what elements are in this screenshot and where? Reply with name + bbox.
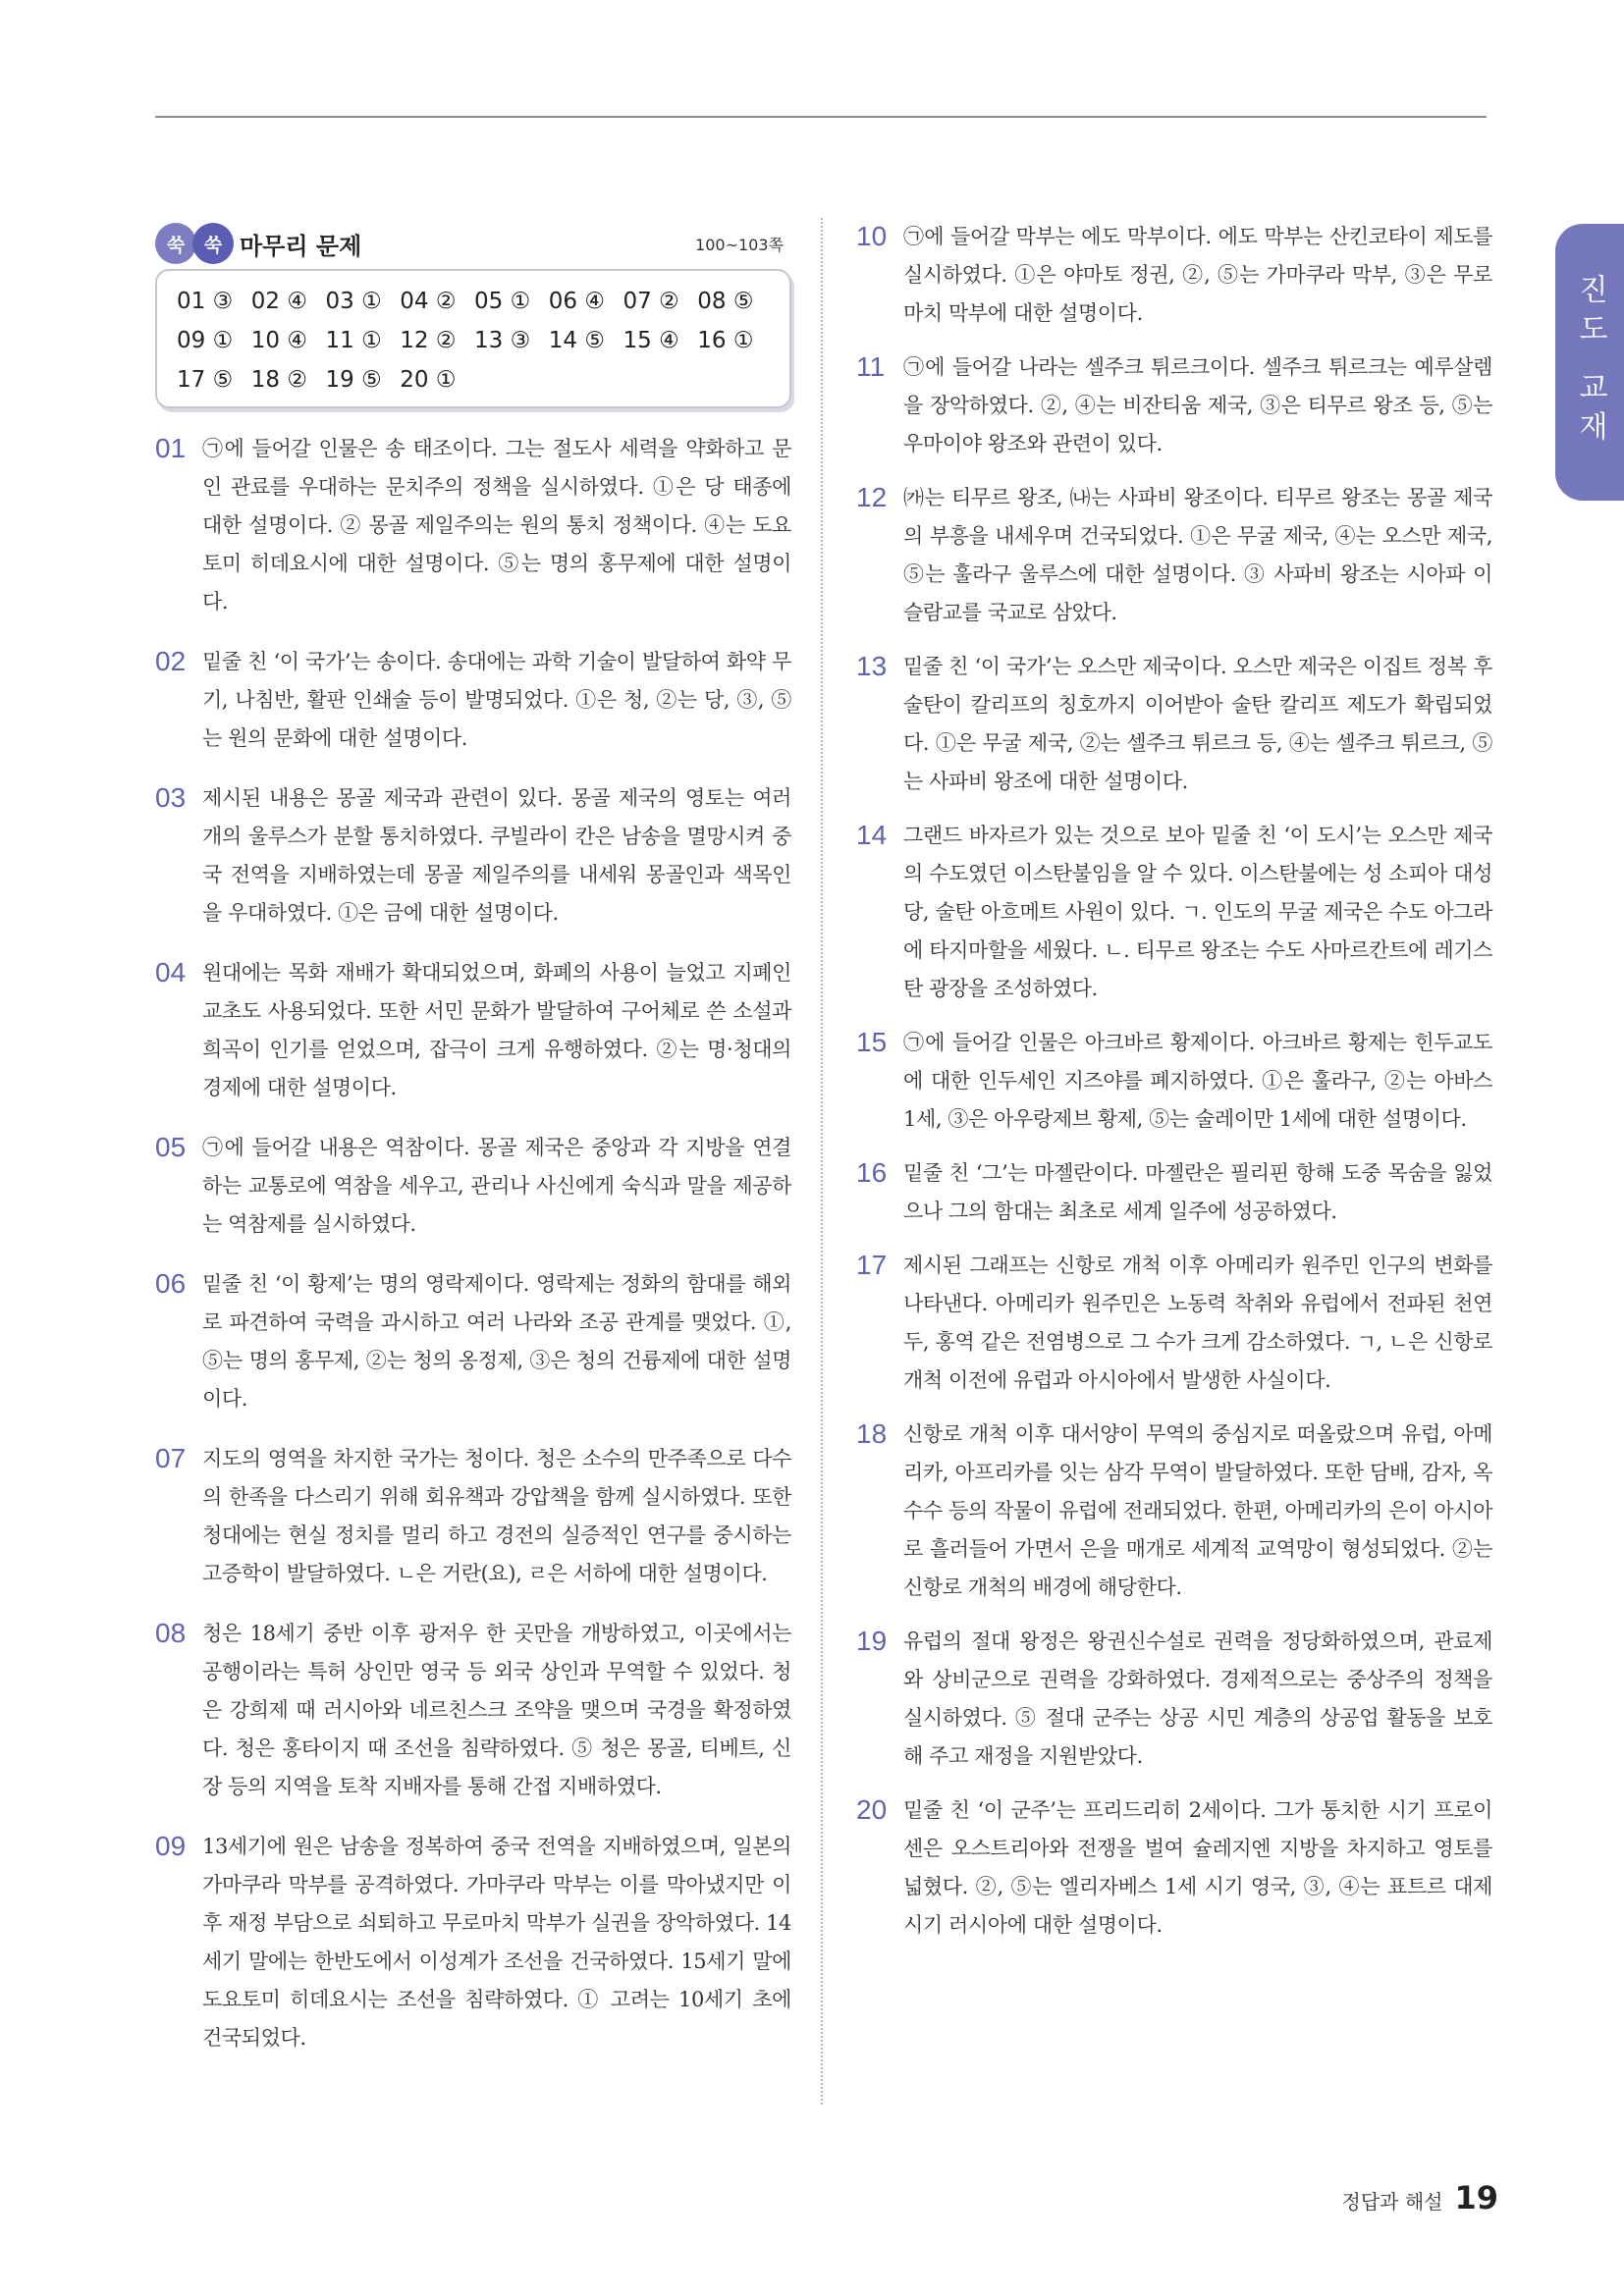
answer-item: 19 ⑤ (325, 367, 382, 393)
answer-key-box (155, 269, 791, 408)
explanation-item (155, 1129, 791, 1244)
answer-item: 05 ① (474, 289, 531, 314)
explanation-item (856, 1415, 1492, 1607)
explanation-text: 지도의 영역을 차지한 국가는 청이다. 청은 소수의 만주족으로 다수의 한족을 다스리기 위해 회유책과 강압책을 함께 실시하였다. 또한 청대에는 현실 정치를 멀리 하고 경전의 실증적인 연구를 중시하는 고증학이 발달하였다. ㄴ은 거란(요), ㄹ은 서하에 대한 설명이다. (202, 1447, 791, 1585)
question-number: 18 (856, 1418, 888, 1449)
explanation-text: ㈎는 티무르 왕조, ㈏는 사파비 왕조이다. 티무르 왕조는 몽골 제국의 부흥을 내세우며 건국되었다. ①은 무굴 제국, ④는 오스만 제국, ⑤는 훌라구 울루스에 대한 설명이다. ③ 사파비 왕조는 시아파 이슬람교를 국교로 삼았다. (903, 486, 1492, 624)
answer-item: 03 ① (325, 289, 382, 314)
explanation-text: 밑줄 친 ‘이 국가’는 오스만 제국이다. 오스만 제국은 이집트 정복 후 술탄이 칼리프의 칭호까지 이어받아 술탄 칼리프 제도가 확립되었다. ①은 무굴 제국, ②는 셀주크 튀르크 등, ④는 셀주크 튀르크, ⑤는 사파비 왕조에 대한 설명이다. (903, 655, 1492, 793)
page-footer (1342, 2179, 1499, 2216)
answer-item: 02 ④ (250, 289, 307, 314)
explanation-text: 13세기에 원은 남송을 정복하여 중국 전역을 지배하였으며, 일본의 가마쿠라 막부를 공격하였다. 가마쿠라 막부는 이를 막아냈지만 이후 재정 부담으로 쇠퇴하고 무로마치 막부가 실권을 장악하였다. 14세기 말에는 한반도에서 이성계가 조선을 건국하였다. 15세기 말에 도요토미 히데요시는 조선을 침략하였다. ① 고려는 10세기 초에 건국되었다. (202, 1835, 791, 2050)
question-number: 01 (155, 433, 187, 463)
answer-item: 20 ① (400, 367, 457, 393)
question-number: 19 (856, 1626, 888, 1656)
explanation-item (856, 218, 1492, 333)
question-number: 08 (155, 1618, 187, 1648)
explanation-text: 청은 18세기 중반 이후 광저우 한 곳만을 개방하였고, 이곳에서는 공행이라는 특허 상인만 영국 등 외국 상인과 무역할 수 있었다. 청은 강희제 때 러시아와 네르친스크 조약을 맺으며 국경을 확정하였다. 청은 홍타이지 때 조선을 침략하였다. ⑤ 청은 몽골, 티베트, 신장 등의 지역을 토착 지배자를 통해 간접 지배하였다. (202, 1622, 791, 1798)
explanation-item (856, 1623, 1492, 1776)
question-number: 17 (856, 1250, 888, 1280)
explanation-item (155, 643, 791, 758)
question-number: 13 (856, 651, 888, 681)
explanation-text: ㉠에 들어갈 막부는 에도 막부이다. 에도 막부는 산킨코타이 제도를 실시하였다. ①은 야마토 정권, ②, ⑤는 가마쿠라 막부, ③은 무로마치 막부에 대한 설명이다. (903, 225, 1492, 325)
answer-grid (177, 285, 772, 397)
answer-item: 11 ① (325, 328, 382, 353)
question-number: 14 (856, 820, 888, 850)
explanation-text: ㉠에 들어갈 나라는 셀주크 튀르크이다. 셀주크 튀르크는 예루살렘을 장악하였다. ②, ④는 비잔티움 제국, ③은 티무르 왕조 등, ⑤는 우마이야 왕조와 관련이 있다. (903, 355, 1492, 455)
explanation-item (856, 817, 1492, 1008)
explanation-item (856, 1154, 1492, 1231)
question-number: 05 (155, 1132, 187, 1162)
question-number: 16 (856, 1157, 888, 1188)
question-number: 20 (856, 1794, 888, 1825)
side-tab-label: 진도 교재 (1573, 274, 1607, 451)
answer-item: 13 ③ (474, 328, 531, 353)
explanation-item (856, 1791, 1492, 1945)
section-title: 마무리 문제 (240, 232, 362, 260)
question-number: 11 (856, 351, 886, 382)
page-range: 100~103쪽 (695, 235, 784, 254)
side-tab[interactable] (1555, 224, 1624, 501)
answer-item: 04 ② (400, 289, 457, 314)
question-number: 02 (155, 646, 187, 676)
explanation-text: 밑줄 친 ‘이 군주’는 프리드리히 2세이다. 그가 통치한 시기 프로이센은 오스트리아와 전쟁을 벌여 슐레지엔 지방을 차지하고 영토를 넓혔다. ②, ⑤는 엘리자베스 1세 시기 영국, ③, ④는 표트르 대제 시기 러시아에 대한 설명이다. (903, 1798, 1492, 1937)
explanation-item (155, 954, 791, 1107)
explanation-text: 그랜드 바자르가 있는 것으로 보아 밑줄 친 ‘이 도시’는 오스만 제국의 수도였던 이스탄불임을 알 수 있다. 이스탄불에는 성 소피아 대성당, 술탄 아흐메트 사원이 있다. ㄱ. 인도의 무굴 제국은 수도 아그라에 타지마할을 세웠다. ㄴ. 티무르 왕조는 수도 사마르칸트에 레기스탄 광장을 조성하였다. (903, 824, 1492, 1000)
top-rule (155, 116, 1487, 118)
explanation-text: ㉠에 들어갈 인물은 송 태조이다. 그는 절도사 세력을 약화하고 문인 관료를 우대하는 문치주의 정책을 실시하였다. ①은 당 태종에 대한 설명이다. ② 몽골 제일주의는 원의 통치 정책이다. ④는 도요토미 히데요시에 대한 설명이다. ⑤는 명의 홍무제에 대한 설명이다. (202, 437, 791, 614)
explanation-text: 밑줄 친 ‘이 황제’는 명의 영락제이다. 영락제는 정화의 함대를 해외로 파견하여 국력을 과시하고 여러 나라와 조공 관계를 맺었다. ①, ⑤는 명의 홍무제, ②는 청의 옹정제, ③은 청의 건륭제에 대한 설명이다. (202, 1272, 791, 1411)
answer-item: 06 ④ (548, 289, 605, 314)
explanation-text: 신항로 개척 이후 대서양이 무역의 중심지로 떠올랐으며 유럽, 아메리카, 아프리카를 잇는 삼각 무역이 발달하였다. 또한 담배, 감자, 옥수수 등의 작물이 유럽에 전래되었다. 한편, 아메리카의 은이 아시아로 흘러들어 가면서 은을 매개로 세계적 교역망이 형성되었다. ②는 신항로 개척의 배경에 해당한다. (903, 1422, 1492, 1599)
explanation-text: 밑줄 친 ‘그’는 마젤란이다. 마젤란은 필리핀 항해 도중 목숨을 잃었으나 그의 함대는 최초로 세계 일주에 성공하였다. (903, 1161, 1492, 1223)
explanation-item (155, 1615, 791, 1806)
explanation-text: 제시된 그래프는 신항로 개척 이후 아메리카 원주민 인구의 변화를 나타낸다. 아메리카 원주민은 노동력 착취와 유럽에서 전파된 천연두, 홍역 같은 전염병으로 그 수가 크게 감소하였다. ㄱ, ㄴ은 신항로 개척 이전에 유럽과 아시아에서 발생한 사실이다. (903, 1254, 1492, 1392)
column-divider (821, 218, 823, 2105)
answer-item: 10 ④ (250, 328, 307, 353)
answer-item: 18 ② (250, 367, 307, 393)
question-number: 04 (155, 957, 187, 988)
answer-item: 01 ③ (177, 289, 234, 314)
explanation-item (856, 648, 1492, 801)
badge-icon: 쑥 (155, 223, 196, 264)
explanation-text: ㉠에 들어갈 내용은 역참이다. 몽골 제국은 중앙과 각 지방을 연결하는 교통로에 역참을 세우고, 관리나 사신에게 숙식과 말을 제공하는 역참제를 실시하였다. (202, 1136, 791, 1236)
badge-icon: 쑥 (192, 223, 234, 264)
explanation-text: 밑줄 친 ‘이 국가’는 송이다. 송대에는 과학 기술이 발달하여 화약 무기, 나침반, 활판 인쇄술 등이 발명되었다. ①은 청, ②는 당, ③, ⑤는 원의 문화에 대한 설명이다. (202, 650, 791, 750)
explanation-text: 원대에는 목화 재배가 확대되었으며, 화폐의 사용이 늘었고 지폐인 교초도 사용되었다. 또한 서민 문화가 발달하여 구어체로 쓴 소설과 희곡이 인기를 얻었으며, 잡극이 크게 유행하였다. ②는 명·청대의 경제에 대한 설명이다. (202, 961, 791, 1099)
answer-item: 07 ② (623, 289, 679, 314)
explanation-text: 유럽의 절대 왕정은 왕권신수설로 권력을 정당화하였으며, 관료제와 상비군으로 권력을 강화하였다. 경제적으로는 중상주의 정책을 실시하였다. ⑤ 절대 군주는 상공 시민 계층의 상공업 활동을 보호해 주고 재정을 지원받았다. (903, 1629, 1492, 1768)
explanation-item (155, 1265, 791, 1418)
footer-label: 정답과 해설 (1341, 2190, 1443, 2214)
explanation-item (155, 779, 791, 933)
section-header (155, 222, 791, 265)
explanation-item (856, 348, 1492, 463)
explanation-item (856, 479, 1492, 632)
explanation-item (155, 430, 791, 621)
explanation-item (856, 1024, 1492, 1139)
right-column (856, 218, 1492, 1945)
answer-item: 14 ⑤ (548, 328, 605, 353)
answer-item: 15 ④ (623, 328, 679, 353)
explanation-text: ㉠에 들어갈 인물은 아크바르 황제이다. 아크바르 황제는 힌두교도에 대한 인두세인 지즈야를 폐지하였다. ①은 훌라구, ②는 아바스 1세, ③은 아우랑제브 황제, ⑤는 술레이만 1세에 대한 설명이다. (903, 1031, 1492, 1131)
question-number: 07 (155, 1443, 187, 1473)
answer-item: 16 ① (697, 328, 754, 353)
answer-item: 17 ⑤ (177, 367, 234, 393)
explanation-item (856, 1247, 1492, 1400)
left-column (155, 218, 791, 2057)
question-number: 06 (155, 1268, 187, 1299)
page-number: 19 (1454, 2179, 1498, 2216)
question-number: 15 (856, 1027, 888, 1057)
question-number: 09 (155, 1831, 187, 1861)
explanation-item (155, 1440, 791, 1593)
question-number: 10 (856, 221, 888, 251)
question-number: 03 (155, 782, 187, 813)
explanation-item (155, 1828, 791, 2057)
explanation-text: 제시된 내용은 몽골 제국과 관련이 있다. 몽골 제국의 영토는 여러 개의 울루스가 분할 통치하였다. 쿠빌라이 칸은 남송을 멸망시켜 중국 전역을 지배하였는데 몽골 제일주의를 내세워 몽골인과 색목인을 우대하였다. ①은 금에 대한 설명이다. (202, 786, 791, 925)
question-number: 12 (856, 482, 888, 512)
answer-item: 09 ① (177, 328, 234, 353)
answer-item: 12 ② (400, 328, 457, 353)
answer-item: 08 ⑤ (697, 289, 754, 314)
